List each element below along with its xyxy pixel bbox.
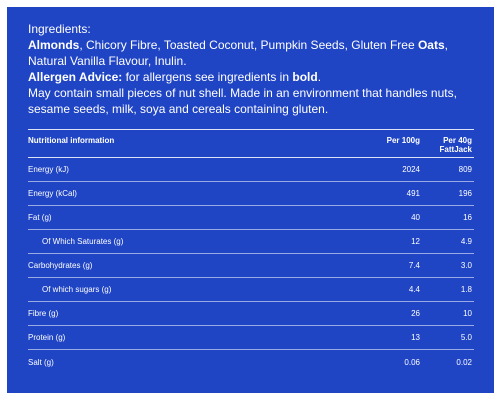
nutrient-name: Energy (kJ): [28, 165, 69, 174]
header-per-100g: Per 100g: [386, 136, 420, 145]
value-per-40g: 809: [458, 165, 472, 174]
value-per-40g: 10: [463, 309, 472, 318]
table-row: [28, 230, 474, 254]
value-per-40g: 0.02: [456, 357, 472, 367]
ingredients-block: [28, 21, 474, 117]
header-per-40g: Per 40g FattJack: [439, 136, 472, 154]
nutrient-name: Energy (kCal): [28, 189, 77, 198]
table-row: [28, 302, 474, 326]
nutrition-panel: [7, 7, 494, 393]
ingredients-list-part2: , Natural Vanilla Flavour, Inulin.: [28, 38, 448, 68]
value-per-40g: 4.9: [460, 237, 472, 246]
nutrient-name: Carbohydrates (g): [28, 261, 93, 270]
table-row: [28, 254, 474, 278]
ingredient-bold-oats: Oats: [417, 38, 445, 52]
value-per-40g: 1.8: [460, 285, 472, 294]
nutrient-name: Salt (g): [28, 357, 54, 367]
value-per-100g: 40: [411, 213, 420, 222]
nutrition-table: [28, 129, 474, 374]
ingredients-heading: Ingredients:: [28, 22, 91, 36]
value-per-100g: 12: [411, 237, 420, 246]
nutrient-name: Fibre (g): [28, 309, 59, 318]
nutrient-name: Fat (g): [28, 213, 52, 222]
allergen-end: .: [317, 70, 322, 84]
value-per-40g: 196: [458, 189, 472, 198]
table-row: [28, 182, 474, 206]
value-per-100g: 7.4: [408, 261, 420, 270]
nutrient-name: Of which sugars (g): [42, 285, 112, 294]
value-per-40g: 5.0: [460, 333, 472, 342]
value-per-100g: 0.06: [404, 357, 420, 367]
allergen-bold-word: bold: [292, 70, 318, 84]
value-per-100g: 4.4: [408, 285, 420, 294]
ingredients-list-part1: , Chicory Fibre, Toasted Coconut, Pumpkin Seeds, Gluten Free: [79, 38, 418, 52]
table-row: [28, 350, 474, 374]
table-row: [28, 206, 474, 230]
table-row: [28, 158, 474, 182]
value-per-100g: 491: [406, 189, 420, 198]
may-contain-text: May contain small pieces of nut shell. Made in an environment that handles nuts, sesame seeds, milk, soya and cereals containing gluten.: [28, 86, 457, 116]
header-nutritional-information: Nutritional information: [28, 136, 115, 145]
value-per-100g: 26: [411, 309, 420, 318]
nutrient-name: Of Which Saturates (g): [42, 237, 124, 246]
value-per-40g: 3.0: [460, 261, 472, 270]
allergen-text: for allergens see ingredients in: [122, 70, 293, 84]
allergen-label: Allergen Advice:: [28, 70, 123, 84]
table-row: [28, 278, 474, 302]
value-per-100g: 13: [411, 333, 420, 342]
nutrition-table-header: [28, 130, 474, 158]
table-row: [28, 326, 474, 350]
ingredient-bold-almonds: Almonds: [28, 38, 80, 52]
nutrient-name: Protein (g): [28, 333, 66, 342]
value-per-40g: 16: [463, 213, 472, 222]
value-per-100g: 2024: [402, 165, 420, 174]
